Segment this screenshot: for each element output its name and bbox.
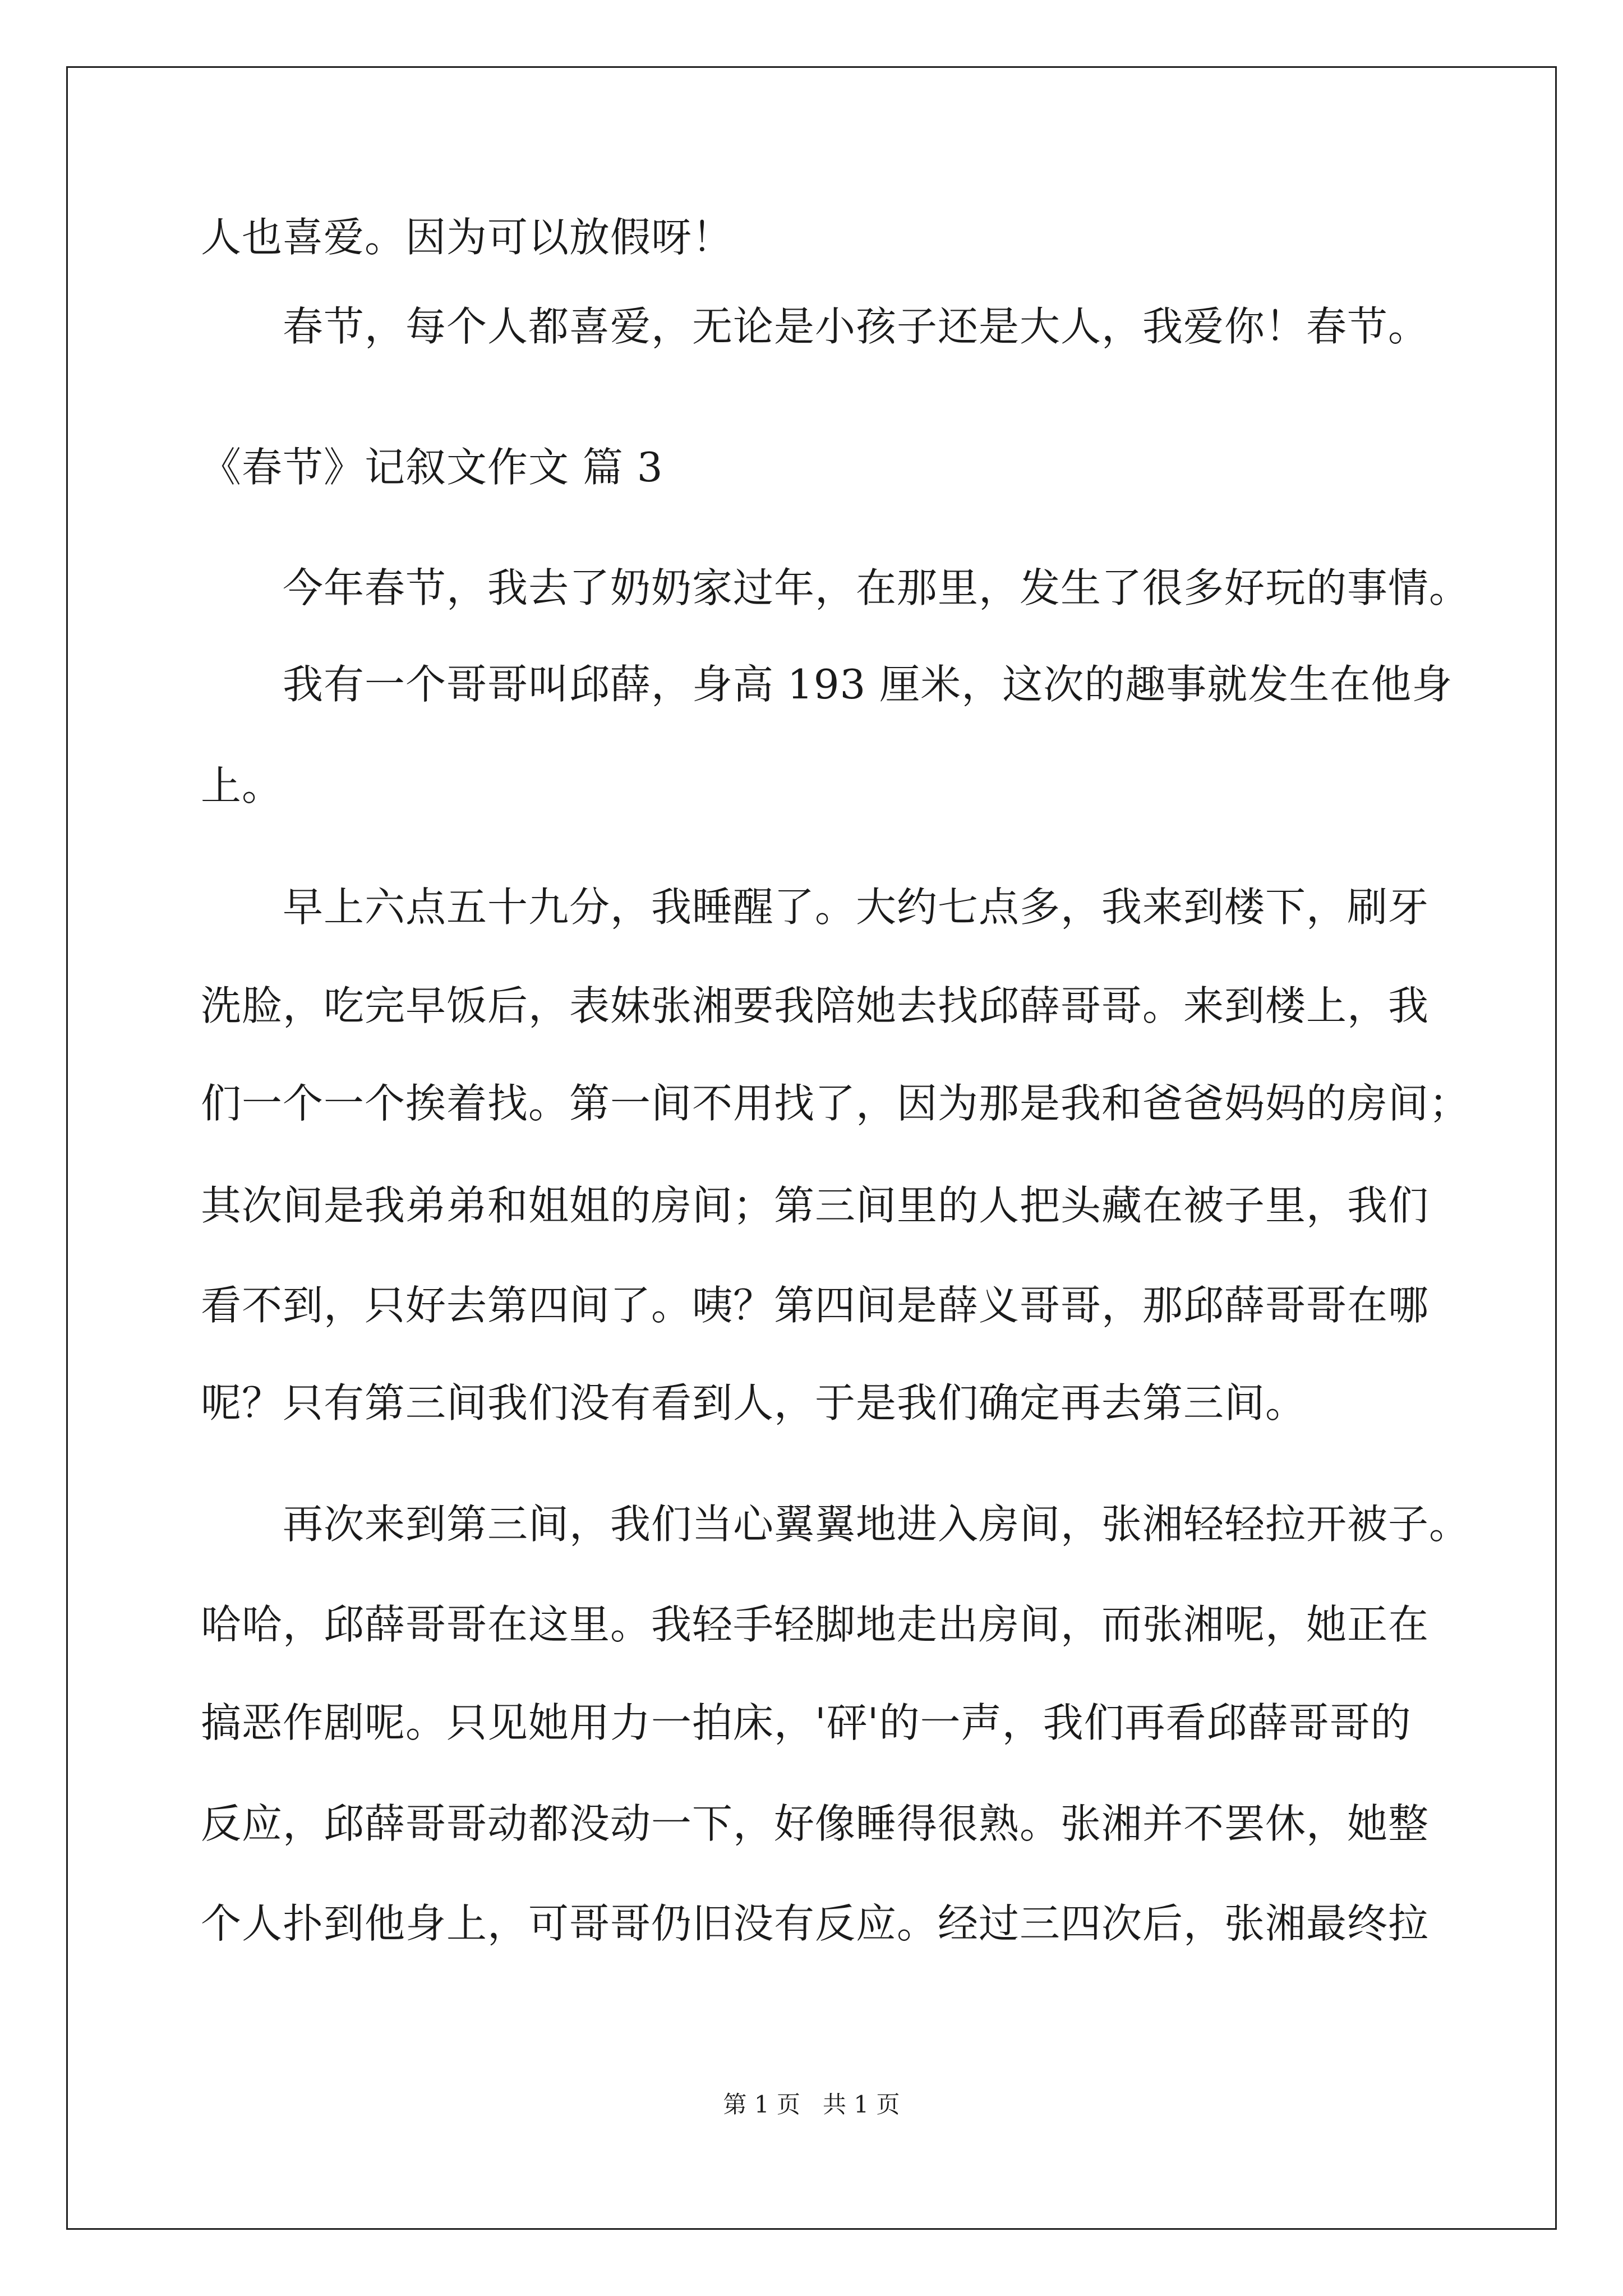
section-heading: 《春节》记叙文作文 篇 3 xyxy=(201,444,663,491)
text-line: 洗脸，吃完早饭后，表妹张湘要我陪她去找邱薛哥哥。来到楼上，我 xyxy=(201,982,1430,1029)
text-line: 今年春节，我去了奶奶家过年，在那里，发生了很多好玩的事情。 xyxy=(283,564,1470,611)
text-line: 再次来到第三间，我们当心翼翼地进入房间，张湘轻轻拉开被子。 xyxy=(283,1501,1470,1548)
text-line: 其次间是我弟弟和姐姐的房间；第三间里的人把头藏在被子里，我们 xyxy=(201,1182,1430,1229)
text-line: 个人扑到他身上，可哥哥仍旧没有反应。经过三四次后，张湘最终拉 xyxy=(201,1900,1430,1947)
text-line: 呢？只有第三间我们没有看到人，于是我们确定再去第三间。 xyxy=(201,1379,1307,1427)
text-line: 们一个一个挨着找。第一间不用找了，因为那是我和爸爸妈妈的房间； xyxy=(201,1080,1470,1127)
text-line: 哈哈，邱薛哥哥在这里。我轻手轻脚地走出房间，而张湘呢，她正在 xyxy=(201,1601,1430,1648)
text-line: 反应，邱薛哥哥动都没动一下，好像睡得很熟。张湘并不罢休，她整 xyxy=(201,1800,1430,1847)
text-line: 早上六点五十九分，我睡醒了。大约七点多，我来到楼下，刷牙 xyxy=(283,884,1430,931)
text-line: 看不到，只好去第四间了。咦？第四间是薛义哥哥，那邱薛哥哥在哪 xyxy=(201,1282,1430,1329)
page-number-footer: 第 1 页 共 1 页 xyxy=(723,2091,900,2118)
text-line: 上。 xyxy=(201,762,283,809)
text-line: 人也喜爱。因为可以放假呀！ xyxy=(201,214,734,261)
text-line: 我有一个哥哥叫邱薛，身高 193 厘米，这次的趣事就发生在他身 xyxy=(283,661,1453,708)
text-line: 春节，每个人都喜爱，无论是小孩子还是大人，我爱你！春节。 xyxy=(283,303,1430,350)
text-line: 搞恶作剧呢。只见她用力一拍床，'砰'的一声，我们再看邱薛哥哥的 xyxy=(201,1699,1412,1746)
